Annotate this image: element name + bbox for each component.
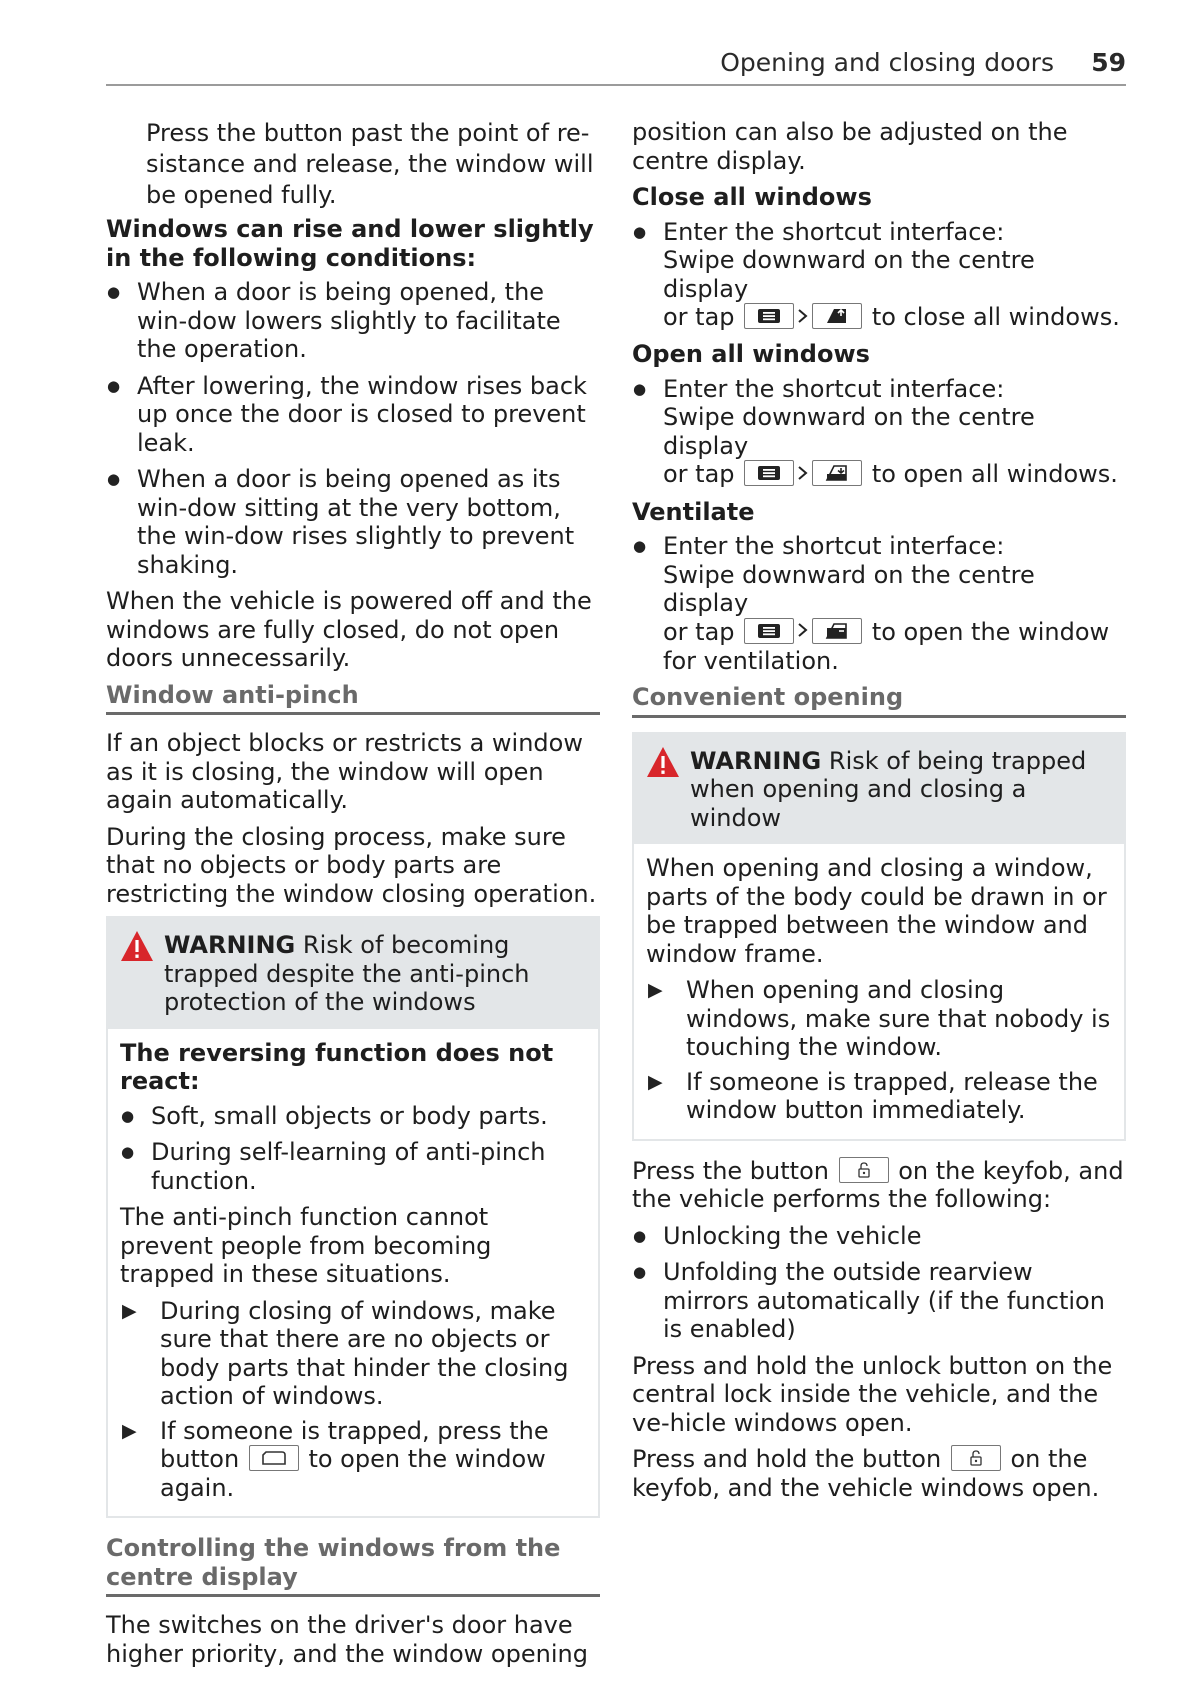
section-heading-centre-display: Controlling the windows from the centre display [106, 1534, 600, 1597]
close-all-list [632, 218, 1126, 333]
instruction-line: ● Enter the shortcut interface: [663, 532, 1005, 560]
warning-subheading: The reversing function does not react: [120, 1038, 554, 1095]
chevron-right-icon [797, 302, 809, 331]
hold-paragraph [632, 1445, 1126, 1502]
list-item [632, 218, 1126, 333]
chevron-right-icon [797, 459, 809, 488]
page-number: 59 [1091, 48, 1126, 77]
hold-text: on the keyfob, and the vehicle windows open. [632, 1445, 1100, 1502]
list-item [632, 532, 1126, 675]
keyfob-text: Press the button [632, 1156, 829, 1185]
action-text: to open the window again. [160, 1445, 546, 1502]
centre-display-text: The switches on the driver's door have higher priority, and the window opening [106, 1611, 588, 1668]
keyfob-paragraph [632, 1157, 1126, 1214]
warning-triangle-icon [646, 746, 680, 778]
list-item [632, 375, 1126, 490]
intro-line: Press the button past the point of re- [146, 119, 590, 147]
close-all-heading: Close all windows [632, 183, 872, 211]
list-item: ● When a door is being opened as its win-dow sitting at the very bottom, the win-dow rises slightly to prevent shaking. [106, 465, 600, 579]
ventilate-heading: Ventilate [632, 497, 755, 526]
left-column [106, 118, 600, 1676]
rise-heading: Windows can rise and lower slightly in the following conditions: [106, 215, 594, 272]
right-column [632, 118, 1126, 1510]
action-item: ▶ When opening and closing windows, make sure that nobody is touching the window. [646, 976, 1112, 1062]
list-item: ● Unlocking the vehicle [632, 1222, 1126, 1251]
central-lock-text: Press and hold the unlock button on the central lock inside the vehicle, and the ve-hicle windows open. [632, 1351, 1113, 1437]
warning-list [120, 1102, 586, 1196]
list-item: ● Unfolding the outside rearview mirrors automatically (if the function is enabled) [632, 1258, 1126, 1344]
keyfob-text: on the keyfob, and the vehicle performs the following: [632, 1156, 1124, 1214]
menu-icon [744, 618, 794, 644]
tap-text: to open the window [871, 617, 1110, 646]
warning-triangle-icon [120, 930, 154, 962]
intro-line: be opened fully. [146, 181, 337, 209]
section-heading-anti-pinch: Window anti-pinch [106, 681, 600, 716]
instruction-line: Swipe downward on the centre display [663, 246, 1035, 303]
instruction-line: ● Enter the shortcut interface: [663, 217, 1005, 246]
menu-icon [744, 460, 794, 486]
rise-list [106, 278, 600, 579]
warning-actions [646, 976, 1112, 1125]
tap-text: to close all windows. [871, 303, 1120, 331]
tap-text: or tap [663, 303, 735, 331]
tap-text: or tap [663, 460, 735, 489]
chevron-right-icon [797, 616, 809, 645]
window-vent-icon [812, 618, 862, 644]
warning-body [108, 1029, 598, 1517]
warning-title: Risk of being trapped when opening and closing a window [690, 746, 1087, 832]
tap-line [663, 618, 1126, 647]
tap-line [663, 303, 1126, 332]
warning-body [634, 844, 1124, 1139]
warning-label: WARNING [164, 931, 296, 959]
intro-paragraph [106, 118, 600, 211]
tap-text: or tap [663, 617, 735, 646]
running-title: Opening and closing doors [720, 48, 1054, 77]
warning-text: When opening and closing a window, parts of the body could be drawn in or be trapped between the window and window frame. [646, 854, 1107, 968]
continued-text: position can also be adjusted on the centre display. [632, 118, 1068, 175]
open-all-list [632, 375, 1126, 490]
action-item: ▶ If someone is trapped, release the window button immediately. [646, 1068, 1112, 1125]
warning-box-anti-pinch [106, 916, 600, 1518]
window-close-icon [812, 303, 862, 329]
ventilate-list [632, 532, 1126, 675]
tap-line [663, 460, 1126, 489]
warning-text: The anti-pinch function cannot prevent people from becoming trapped in these situations. [120, 1203, 492, 1288]
instruction-line: for ventilation. [663, 646, 839, 675]
warning-header [108, 918, 598, 1029]
anti-pinch-paragraph: During the closing process, make sure that no objects or body parts are restricting the window closing operation. [106, 822, 597, 908]
list-item: ● After lowering, the window rises back up once the door is closed to prevent leak. [106, 372, 600, 458]
action-item [120, 1417, 586, 1503]
window-open-icon [812, 460, 862, 486]
powered-off-text: When the vehicle is powered off and the windows are fully closed, do not open doors unnecessarily. [106, 587, 592, 672]
warning-label: WARNING [690, 746, 822, 775]
tap-text: to open all windows. [871, 460, 1118, 489]
action-text: If someone is trapped, press the button [160, 1416, 549, 1473]
warning-box-trapped [632, 732, 1126, 1141]
action-item: ▶ During closing of windows, make sure that there are no objects or body parts that hinder the closing action of windows. [120, 1297, 586, 1411]
page-header [106, 44, 1126, 86]
instruction-line: ● Enter the shortcut interface: [663, 374, 1005, 403]
anti-pinch-paragraph: If an object blocks or restricts a window as it is closing, the window will open again automatically. [106, 729, 583, 814]
menu-icon [744, 303, 794, 329]
hold-text: Press and hold the button [632, 1445, 942, 1474]
keyfob-list [632, 1222, 1126, 1344]
window-switch-icon [249, 1445, 299, 1471]
warning-header [634, 734, 1124, 845]
list-item: ● Soft, small objects or body parts. [120, 1102, 586, 1131]
intro-line: sistance and release, the window will [146, 150, 594, 178]
warning-title: Risk of becoming trapped despite the anti-pinch protection of the windows [164, 931, 530, 1016]
list-item: ● When a door is being opened, the win-dow lowers slightly to facilitate the operation. [106, 278, 600, 364]
section-heading-convenient-opening: Convenient opening [632, 683, 1126, 718]
list-item: ● During self-learning of anti-pinch function. [120, 1138, 586, 1195]
unlock-icon [951, 1445, 1001, 1471]
open-all-heading: Open all windows [632, 340, 870, 369]
instruction-line: Swipe downward on the centre display [663, 403, 1035, 460]
instruction-line: Swipe downward on the centre display [663, 560, 1035, 617]
warning-actions [120, 1297, 586, 1503]
unlock-icon [839, 1157, 889, 1183]
